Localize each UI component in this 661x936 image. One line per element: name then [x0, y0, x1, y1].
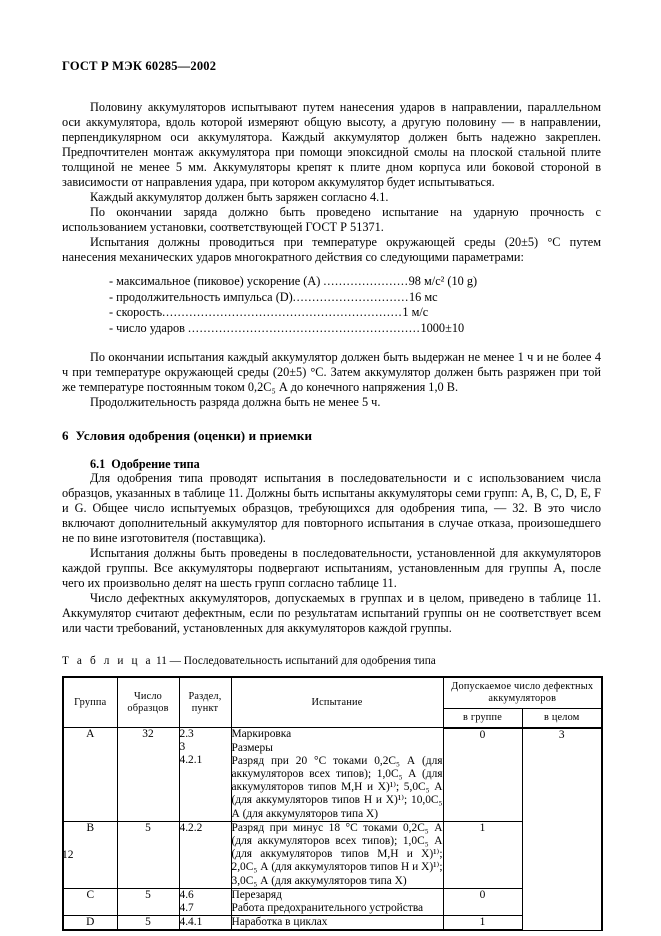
test-item: Перезаряд — [231, 888, 282, 901]
paragraph-shock-test-rig: По окончании заряда должно быть проведено испытание на ударную прочность с использованием установки, соответствующей ГОСТ Р 51371. — [62, 205, 601, 235]
table-body — [63, 728, 602, 931]
cell-clause-list — [179, 821, 231, 888]
list-item — [109, 290, 601, 306]
param-label: - скорость — [109, 305, 163, 320]
param-value: 16 мс — [409, 289, 438, 304]
cell-test-list — [231, 728, 443, 821]
cell-sample-count: 5 — [117, 821, 179, 888]
paragraph-shock-mounting: Половину аккумуляторов испытывают путем нанесения ударов в направлении, параллельном оси аккумулятора, вдоль которой измеряют общую высоту, а другую половину — в направлении, перпендикулярном оси аккумулятора. Каждый аккумулятор должен быть надежно закреплен. Предпочтителен монтаж аккумулятора при помощи эпоксидной смолы на плоской стальной плите толщиной не менее 5 мм. Аккумуляторы крепят к плите дном корпуса или боковой стороной в зависимости от направления удара, при котором аккумулятор будет испытываться. — [62, 99, 601, 189]
param-value: 1 м/с — [402, 305, 429, 320]
col-header-in-group: в группе — [443, 708, 522, 728]
table-row — [63, 916, 602, 931]
table-11-test-sequence — [62, 676, 603, 932]
cell-test-list — [231, 888, 443, 915]
cell-test-list — [231, 821, 443, 888]
table-header — [63, 677, 602, 728]
cell-group: A — [63, 728, 117, 821]
leader-dots: .............................. — [292, 289, 410, 304]
clause-item: 4.2.1 — [179, 754, 203, 767]
list-item — [109, 321, 601, 337]
col-header-sample-count: Число образцов — [117, 677, 179, 728]
clause-item: 4.7 — [179, 901, 194, 914]
cell-sample-count: 32 — [117, 728, 179, 821]
col-header-clause: Раздел, пункт — [179, 677, 231, 728]
param-value: 1000±10 — [420, 321, 465, 336]
test-item: Разряд при минус 18 °С токами 0,2C₅ А (для аккумуляторов всех типов); 1,0C₅ А (для аккумуляторов типов М,Н и Х)¹⁾; 2,0C₅ А (для аккумуляторов типов Н и Х)¹⁾; 3,0C₅ А (для аккумуляторов типа Х) — [231, 821, 443, 887]
test-item: Размеры — [231, 741, 273, 754]
param-label: - число ударов — [109, 321, 189, 336]
shock-parameters-list — [62, 274, 601, 336]
page-number: 12 — [62, 849, 74, 861]
cell-clause-list — [179, 728, 231, 821]
page-content — [62, 60, 601, 931]
test-item: Разряд при 20 °С токами 0,2C₅ А (для аккумуляторов всех типов); 1,0C₅ А (для аккумуляторов типов М,Н и Х)¹⁾; 5,0C₅ А (для аккумуляторов типов Н и Х)¹⁾; 10,0C₅ А (для аккумуляторов типа Х) — [231, 754, 443, 820]
test-item: Работа предохранительного устройства — [231, 902, 424, 914]
section-number: 6 — [62, 427, 69, 443]
table-row — [63, 728, 602, 821]
table-row — [63, 821, 602, 888]
cell-sample-count: 5 — [117, 888, 179, 915]
cell-test-list — [231, 916, 443, 931]
paragraph-type-approval-groups: Для одобрения типа проводят испытания в последовательности и с использованием числа образцов, указанных в таблице 11. Должны быть испытаны аккумуляторы семи групп: A, B, C, D, E, F и G. Общее число испытуемых образцов, требующихся для одобрения типа, — 32. В это число включают дополнительный аккумулятор для повторного испытания в случае отказа, произошедшего не по вине изготовителя (поставщика). — [62, 470, 601, 545]
clause-item: 3 — [179, 741, 186, 754]
standard-header: ГОСТ Р МЭК 60285—2002 — [62, 59, 217, 73]
table-caption-word: Т а б л и ц а — [62, 655, 154, 668]
section-heading-6 — [62, 429, 601, 444]
list-item — [109, 274, 601, 290]
cell-defective-in-group: 0 — [443, 888, 522, 915]
test-item: Наработка в циклах — [231, 916, 328, 929]
cell-defective-in-group: 1 — [443, 916, 522, 931]
param-value: 98 м/с² (10 g) — [408, 274, 478, 289]
section-title: Условия одобрения (оценки) и приемки — [75, 427, 313, 443]
clause-item: 2.3 — [179, 728, 194, 741]
paragraph-discharge-duration: Продолжительность разряда должна быть не менее 5 ч. — [90, 394, 381, 409]
leader-dots: ............................................................ — [188, 321, 421, 336]
cell-defective-in-total: 3 — [522, 728, 602, 931]
paragraph-test-sequence: Испытания должны быть проведены в последовательности, установленной для аккумуляторов каждой группы. Все аккумуляторы подвергают испытаниям, установленным для группы А, после чего их произвольно делят на шесть групп согласно таблице 11. — [62, 546, 601, 591]
cell-clause-list — [179, 916, 231, 931]
cell-group: B — [63, 821, 117, 888]
cell-group: D — [63, 916, 117, 931]
subsection-number: 6.1 — [90, 456, 106, 471]
cell-group: C — [63, 888, 117, 915]
col-header-group: Группа — [63, 677, 117, 728]
paragraph-ambient-conditions: Испытания должны проводиться при температуре окружающей среды (20±5) °С путем нанесения механических ударов многократного действия со следующими параметрами: — [62, 235, 601, 265]
cell-defective-in-group: 1 — [443, 821, 522, 888]
leader-dots: ...................... — [323, 274, 409, 289]
clause-item: 4.2.2 — [179, 821, 203, 834]
table-row — [63, 888, 602, 915]
col-header-defective-allowed: Допускаемое число дефектных аккумуляторов — [443, 677, 602, 709]
subsection-heading-61 — [62, 457, 601, 471]
cell-sample-count: 5 — [117, 916, 179, 931]
table-caption — [62, 655, 601, 669]
param-label: - продолжительность импульса (D) — [109, 289, 293, 304]
clause-item: 4.4.1 — [179, 916, 203, 929]
subsection-title: Одобрение типа — [111, 456, 200, 471]
table-caption-rest: 11 — Последовательность испытаний для одобрения типа — [153, 655, 436, 668]
col-header-in-total: в целом — [522, 708, 602, 728]
paragraph-defective-count: Число дефектных аккумуляторов, допускаемых в группах и в целом, приведено в таблице 11. Аккумулятор считают дефектным, если по результатам испытаний группы он не соответствует всем или части требований, установленных для аккумуляторов каждой группы. — [62, 591, 601, 636]
param-label: - максимальное (пиковое) ускорение (А) — [109, 274, 324, 289]
leader-dots: .............................................................. — [162, 305, 403, 320]
cell-defective-in-group: 0 — [443, 728, 522, 821]
test-item: Маркировка — [231, 728, 292, 741]
list-item — [109, 305, 601, 321]
clause-item: 4.6 — [179, 888, 194, 901]
cell-clause-list — [179, 888, 231, 915]
table-header-row-main — [63, 677, 602, 709]
col-header-test: Испытание — [231, 677, 443, 728]
paragraph-charge-per-41: Каждый аккумулятор должен быть заряжен согласно 4.1. — [90, 190, 389, 205]
paragraph-post-test-rest: По окончании испытания каждый аккумулятор должен быть выдержан не менее 1 ч и не более 4 ч при температуре окружающей среды (20±5) °С. Затем аккумулятор должен быть разряжен при той же температуре постоянным током 0,2C₅ А до конечного напряжения 1,0 В. — [62, 349, 601, 394]
